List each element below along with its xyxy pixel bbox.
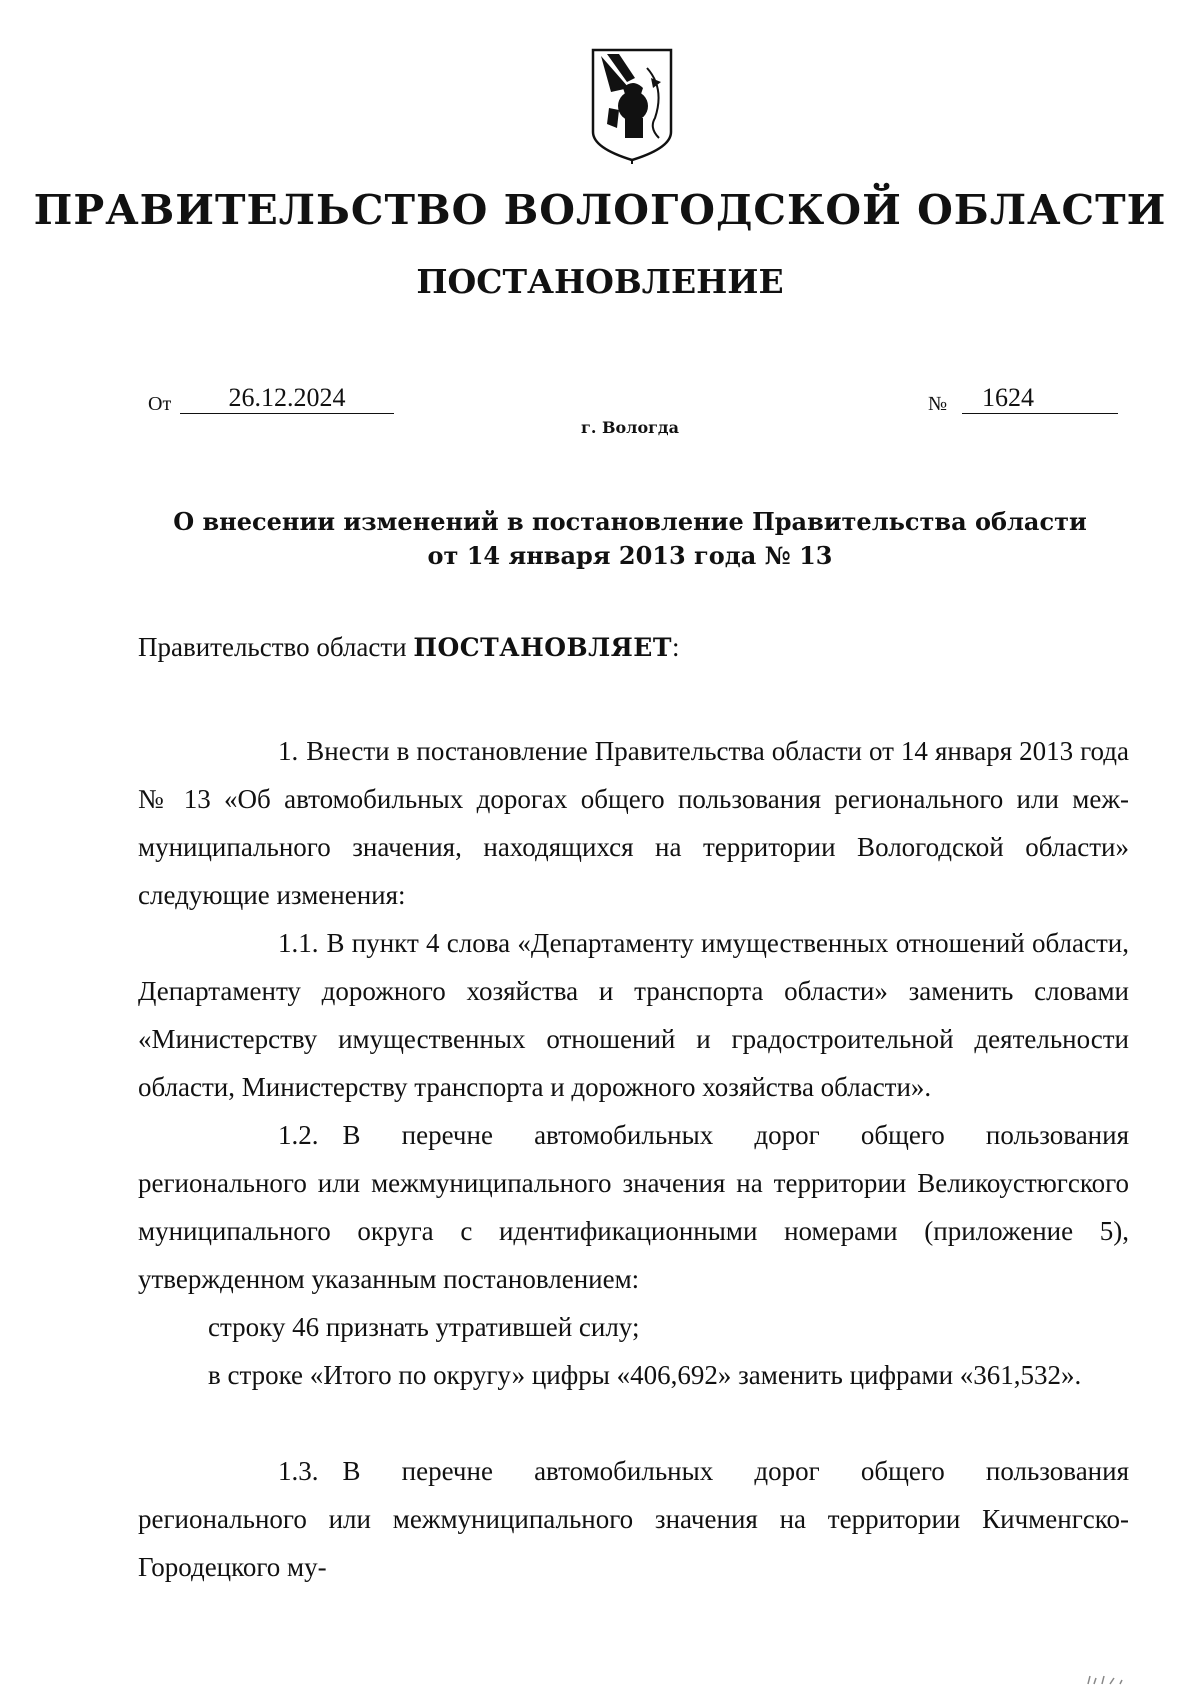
paragraph-1-2 <box>138 1111 1129 1303</box>
paragraph-text: В пункт 4 слова «Департаменту имущественных отношений области, Департаменту дорожного хозяйства и транспорта области» заменить словами «Министерству имущественных отношений и градостроительной деятельности области, Министерству транспорта и дорожного хозяйства области». <box>138 928 1129 1102</box>
paragraph-text: В перечне автомобильных дорог общего пользования регионального или межмуниципального значения на территории Кичменгско-Городецкого му- <box>138 1456 1129 1582</box>
document-type: ПОСТАНОВЛЕНИЕ <box>416 262 784 301</box>
item-number: 1.2. <box>278 1120 319 1150</box>
coat-of-arms-icon <box>589 48 675 164</box>
paragraph-1-1 <box>138 919 1129 1111</box>
page-mark-icon <box>1080 1660 1140 1690</box>
date-prefix: От <box>148 393 172 415</box>
preamble <box>138 632 679 663</box>
document-number: 1624 <box>962 383 1118 414</box>
item-number: 1.3. <box>278 1456 319 1486</box>
preamble-decree: ПОСТАНОВЛЯЕТ <box>413 633 672 662</box>
paragraph-1-2-b: в строке «Итого по округу» цифры «406,692» заменить цифрами «361,532». <box>208 1360 1082 1390</box>
subject-line-1: О внесении изменений в постановление Правительства области <box>173 507 1087 536</box>
item-number: 1.1. <box>278 928 319 958</box>
city: г. Вологда <box>581 418 679 437</box>
item-number: 1. <box>278 736 299 766</box>
paragraph-text: В перечне автомобильных дорог общего пользования регионального или межмуниципального значения на территории Великоустюгского муниципального округа с идентификационными номерами (приложение 5), утвержденном указанным постановлением: <box>138 1120 1129 1294</box>
paragraph-1-3 <box>138 1447 1129 1591</box>
subject-line-2: от 14 января 2013 года № 13 <box>427 541 833 570</box>
document-subject <box>150 505 1110 573</box>
number-prefix: № <box>928 393 948 415</box>
preamble-colon: : <box>671 632 680 662</box>
government-title: ПРАВИТЕЛЬСТВО ВОЛОГОДСКОЙ ОБЛАСТИ <box>33 186 1167 234</box>
paragraph-1 <box>138 727 1129 919</box>
document-date: 26.12.2024 <box>180 383 394 414</box>
paragraph-text: Внести в постановление Правительства области от 14 января 2013 года № 13 «Об автомобильных дорогах общего пользования регионального или межмуниципального значения, находящихся на территории Вологодской области» следующие изменения: <box>138 736 1129 910</box>
paragraph-1-2-a: строку 46 признать утратившей силу; <box>208 1312 640 1342</box>
preamble-text: Правительство области <box>138 632 414 662</box>
